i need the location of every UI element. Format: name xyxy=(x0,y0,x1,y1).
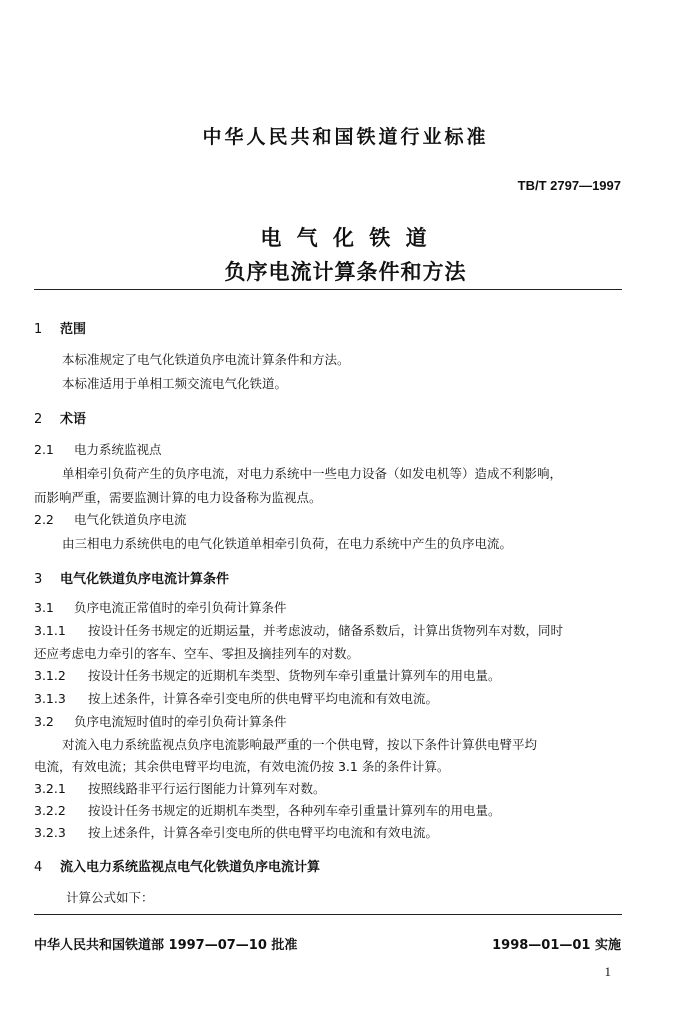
clause-3-2-3 xyxy=(34,823,438,841)
clause-text: 按设计任务书规定的近期机车类型，各种列车牵引重量计算列车的用电量。 xyxy=(88,803,501,818)
section-number: 1 xyxy=(34,322,43,337)
title-divider xyxy=(34,289,622,290)
subsection-title: 负序电流短时值时的牵引负荷计算条件 xyxy=(74,714,287,729)
section-title: 流入电力系统监视点电气化铁道负序电流计算 xyxy=(60,860,321,875)
clause-number: 3.1.3 xyxy=(34,691,66,706)
subsection-number: 2.2 xyxy=(34,512,54,527)
paragraph: 本标准规定了电气化铁道负序电流计算条件和方法。 xyxy=(62,352,350,367)
clause-number: 3.2.3 xyxy=(34,825,66,840)
clause-number: 3.2.1 xyxy=(34,781,66,796)
clause-text: 按设计任务书规定的近期机车类型、货物列车牵引重量计算列车的用电量。 xyxy=(88,668,501,683)
paragraph: 电流，有效电流；其余供电臂平均电流，有效电流仍按 3.1 条的条件计算。 xyxy=(34,759,450,774)
section-title: 术语 xyxy=(60,412,87,427)
section-number: 4 xyxy=(34,860,43,875)
subsection-number: 3.1 xyxy=(34,600,54,615)
standard-code: TB/T 2797—1997 xyxy=(517,178,621,193)
subsection-3-2-heading xyxy=(34,712,287,730)
section-number: 3 xyxy=(34,572,43,587)
subsection-number: 3.2 xyxy=(34,714,54,729)
subsection-title: 电力系统监视点 xyxy=(74,442,162,457)
clause-number: 3.1.1 xyxy=(34,623,66,638)
footer-divider xyxy=(34,914,622,915)
section-number: 2 xyxy=(34,412,43,427)
clause-3-2-1 xyxy=(34,779,326,797)
section-2-heading xyxy=(34,408,86,427)
clause-text: 按上述条件，计算各牵引变电所的供电臂平均电流和有效电流。 xyxy=(88,825,439,840)
approval-note: 中华人民共和国铁道部 1997—07—10 批准 xyxy=(34,938,298,953)
clause-number: 3.1.2 xyxy=(34,668,66,683)
clause-text: 按上述条件，计算各牵引变电所的供电臂平均电流和有效电流。 xyxy=(88,691,439,706)
clause-3-1-2 xyxy=(34,666,501,684)
paragraph: 而影响严重，需要监测计算的电力设备称为监视点。 xyxy=(34,490,322,505)
paragraph: 还应考虑电力牵引的客车、空车、零担及摘挂列车的对数。 xyxy=(34,646,360,661)
authority-title: 中华人民共和国铁道行业标准 xyxy=(202,126,489,148)
clause-text: 按照线路非平行运行图能力计算列车对数。 xyxy=(88,781,326,796)
clause-text: 按设计任务书规定的近期运量，并考虑波动，储备系数后，计算出货物列车对数，同时 xyxy=(88,623,564,638)
document-title-line1: 电 气 化 铁 道 xyxy=(260,226,431,250)
subsection-2-1-heading xyxy=(34,440,162,458)
subsection-2-2-heading xyxy=(34,510,187,528)
clause-3-2-2 xyxy=(34,801,501,819)
section-3-heading xyxy=(34,568,229,587)
section-title: 范围 xyxy=(60,322,87,337)
subsection-3-1-heading xyxy=(34,598,287,616)
section-title: 电气化铁道负序电流计算条件 xyxy=(60,572,230,587)
clause-3-1-1 xyxy=(34,621,563,639)
paragraph: 单相牵引负荷产生的负序电流，对电力系统中一些电力设备（如发电机等）造成不利影响， xyxy=(62,466,563,481)
paragraph: 对流入电力系统监视点负序电流影响最严重的一个供电臂，按以下条件计算供电臂平均 xyxy=(62,737,538,752)
paragraph: 由三相电力系统供电的电气化铁道单相牵引负荷，在电力系统中产生的负序电流。 xyxy=(62,536,513,551)
clause-3-1-3 xyxy=(34,689,438,707)
section-4-heading xyxy=(34,856,320,875)
document-title-line2: 负序电流计算条件和方法 xyxy=(224,260,467,284)
subsection-title: 负序电流正常值时的牵引负荷计算条件 xyxy=(74,600,287,615)
subsection-title: 电气化铁道负序电流 xyxy=(74,512,187,527)
page-number: 1 xyxy=(604,964,611,979)
clause-number: 3.2.2 xyxy=(34,803,66,818)
paragraph: 本标准适用于单相工频交流电气化铁道。 xyxy=(62,376,288,391)
section-1-heading xyxy=(34,318,86,337)
implementation-note: 1998—01—01 实施 xyxy=(492,938,621,953)
subsection-number: 2.1 xyxy=(34,442,54,457)
paragraph: 计算公式如下： xyxy=(66,890,154,905)
